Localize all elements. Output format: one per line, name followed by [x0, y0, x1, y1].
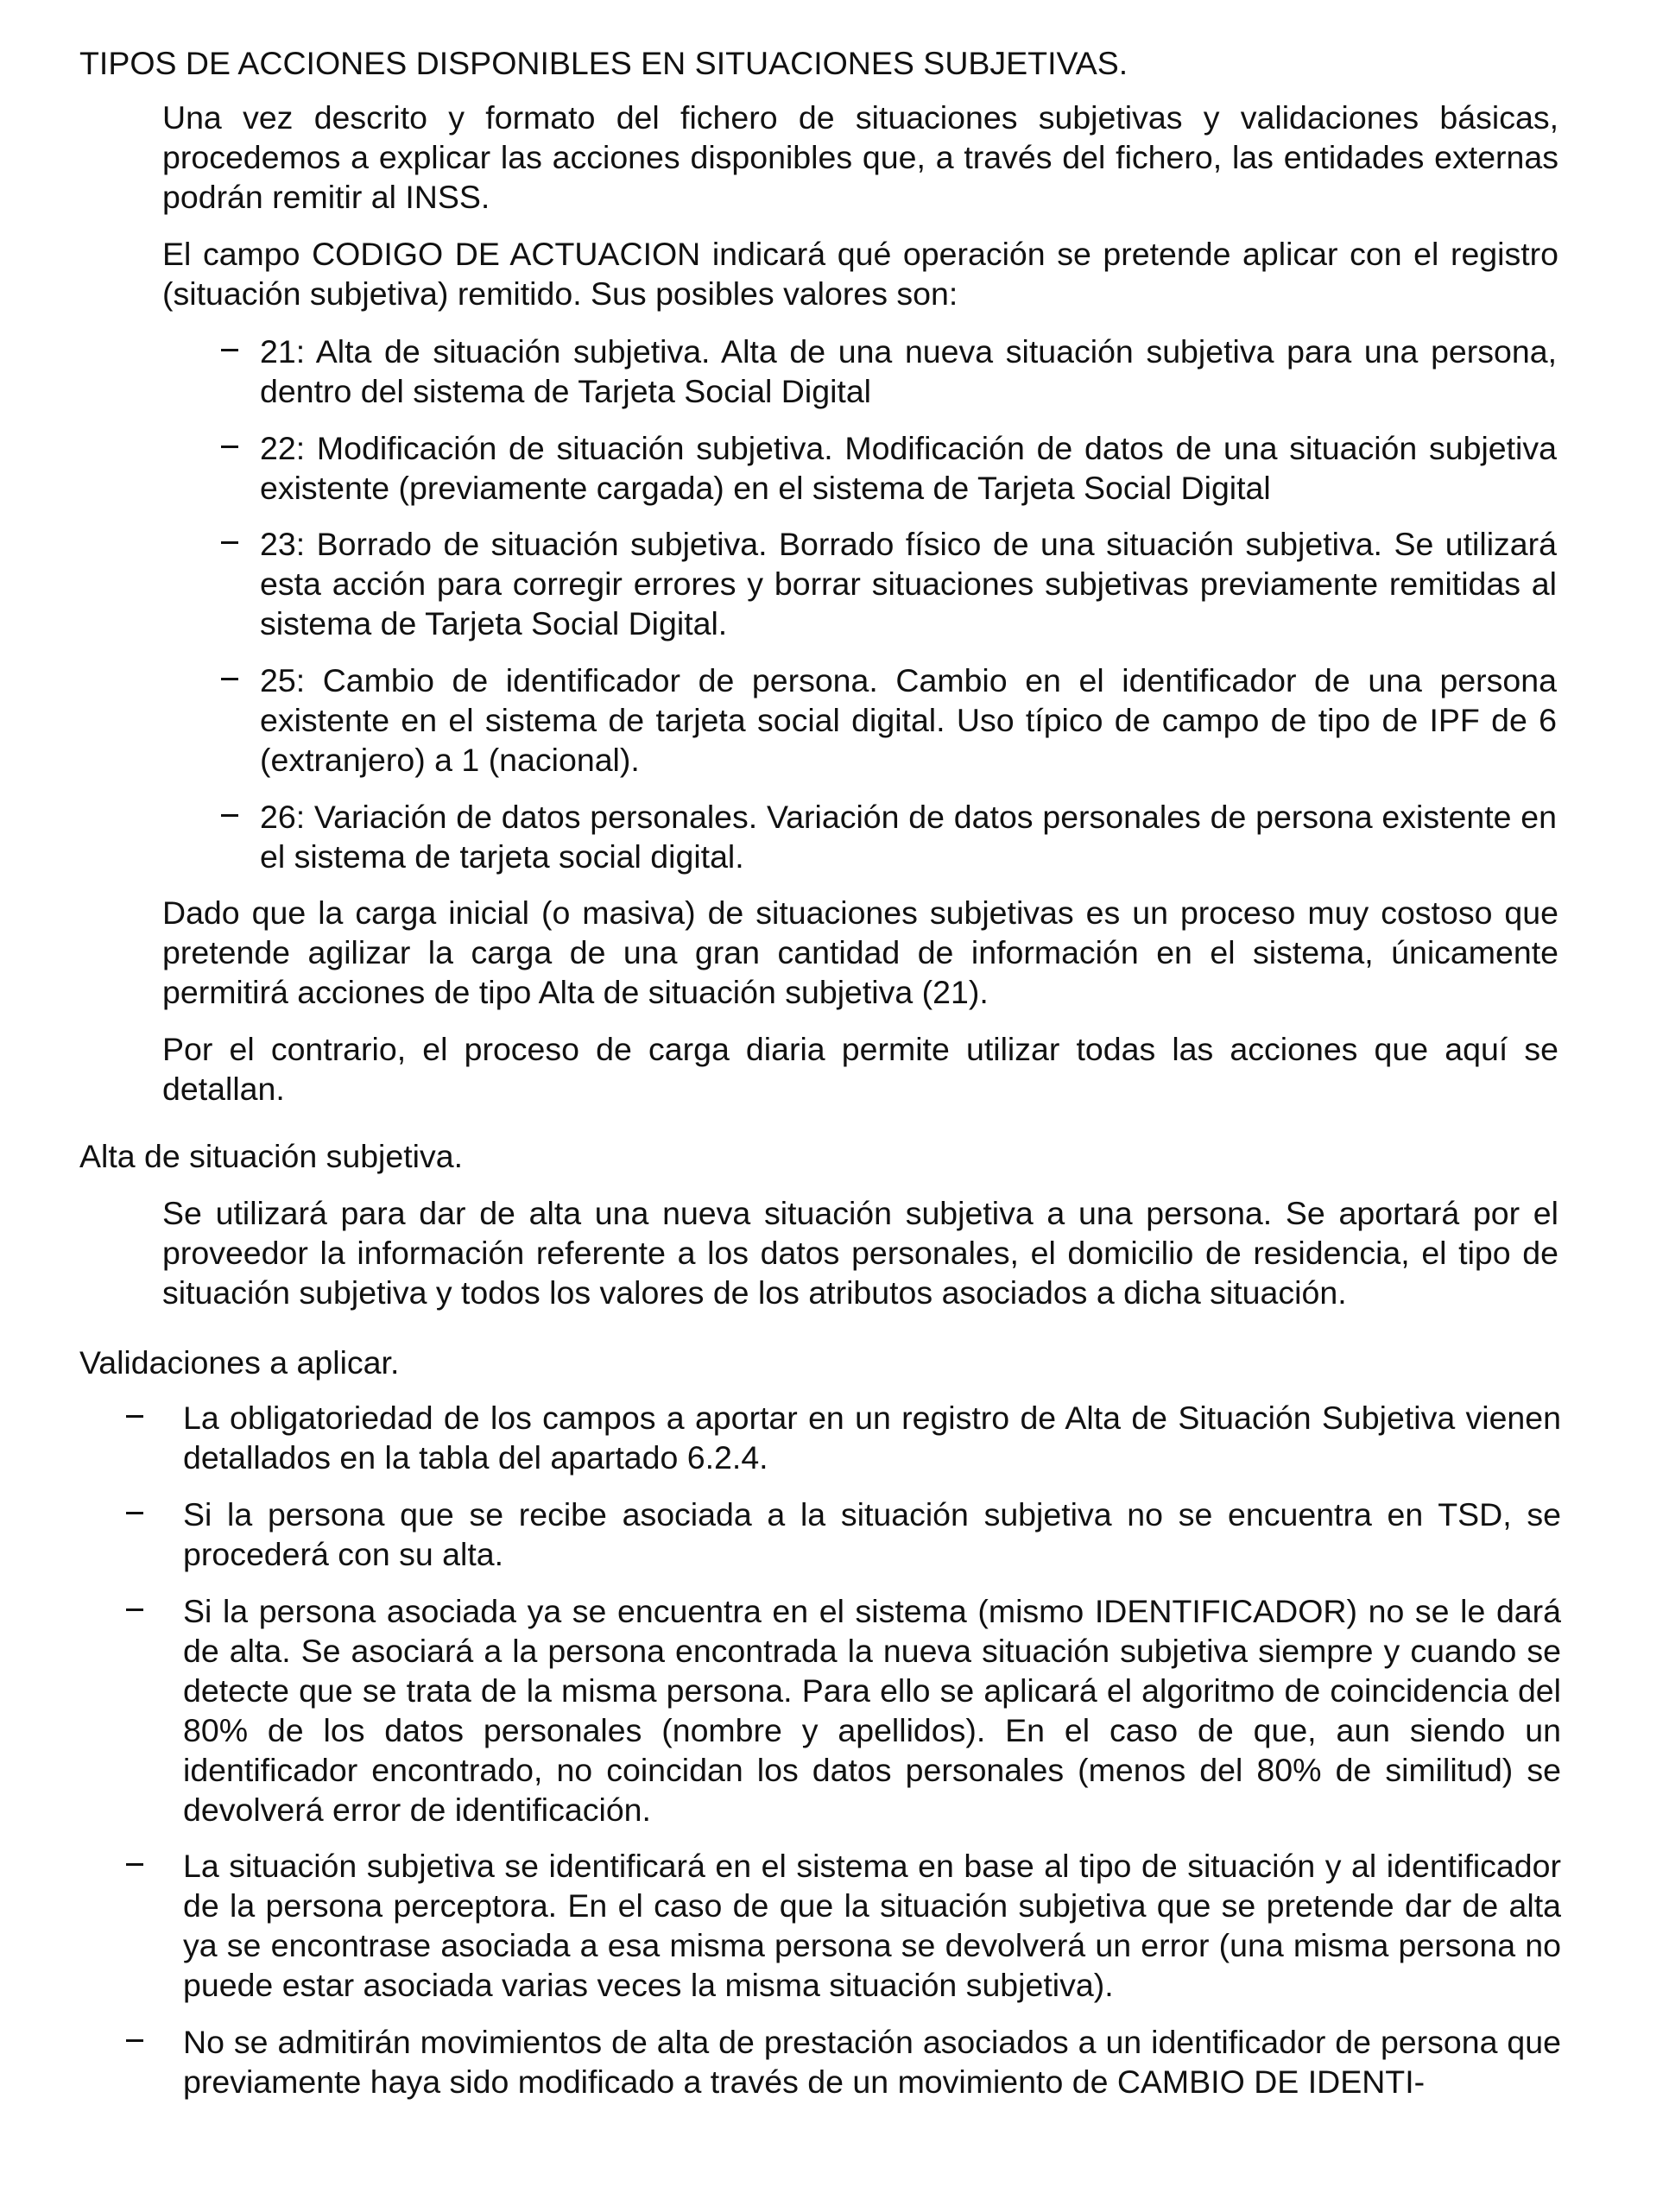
intro-paragraph-2: El campo CODIGO DE ACTUACION indicará qué operación se pretende aplicar con el registro (situación subjetiva) remitido. Sus posibles valores son: — [162, 236, 1558, 312]
dash-bullet-icon — [221, 446, 238, 448]
carga-inicial-paragraph: Dado que la carga inicial (o masiva) de situaciones subjetivas es un proceso muy costoso que pretende agilizar la carga de una gran cantidad de información en el sistema, únicamente permitirá acciones de tipo Alta de situación subjetiva (21). — [162, 894, 1558, 1010]
validation-text: Si la persona que se recibe asociada a la situación subjetiva no se encuentra en TSD, se procederá con su alta. — [183, 1496, 1561, 1572]
validation-text: No se admitirán movimientos de alta de prestación asociados a un identificador de persona que previamente haya sido modificado a través de un movimiento de CAMBIO DE IDENTI- — [183, 2024, 1561, 2100]
dash-bullet-icon — [126, 1608, 143, 1611]
validation-item — [126, 1846, 1561, 2005]
intro-paragraph-1: Una vez descrito y formato del fichero de situaciones subjetivas y validaciones básicas, procedemos a explicar las acciones disponibles que, a través del fichero, las entidades externas podrán remitir al INSS. — [162, 99, 1558, 215]
action-code-item — [221, 428, 1557, 508]
validation-text: Si la persona asociada ya se encuentra en el sistema (mismo IDENTIFICADOR) no se le dará de alta. Se asociará a la persona encontrada la nueva situación subjetiva siempre y cuando se detecte que se trata de la misma persona. Para ello se aplicará el algoritmo de coincidencia del 80% de los datos personales (nombre y apellidos). En el caso de que, aun siendo un identificador encontrado, no coincidan los datos personales (menos del 80% de similitud) se devolverá error de identificación. — [183, 1593, 1561, 1828]
dash-bullet-icon — [126, 2039, 143, 2042]
validation-text: La situación subjetiva se identificará en el sistema en base al tipo de situación y al identificador de la persona perceptora. En el caso de que la situación subjetiva que se pretende dar de alta ya se encontrase asociada a esa misma persona se devolverá un error (una misma persona no puede estar asociada varias veces la misma situación subjetiva). — [183, 1848, 1561, 2003]
validation-item — [126, 2022, 1561, 2101]
action-code-text: 26: Variación de datos personales. Variación de datos personales de persona existente en el sistema de tarjeta social digital. — [260, 799, 1557, 875]
validation-text: La obligatoriedad de los campos a aportar en un registro de Alta de Situación Subjetiva vienen detallados en la tabla del apartado 6.2.4. — [183, 1400, 1561, 1476]
action-code-text: 22: Modificación de situación subjetiva. Modificación de datos de una situación subjetiva existente (previamente cargada) en el sistema de Tarjeta Social Digital — [260, 430, 1557, 506]
dash-bullet-icon — [221, 678, 238, 680]
validation-item — [126, 1398, 1561, 1477]
action-code-text: 21: Alta de situación subjetiva. Alta de una nueva situación subjetiva para una persona, dentro del sistema de Tarjeta Social Digital — [260, 333, 1557, 409]
section-title: TIPOS DE ACCIONES DISPONIBLES EN SITUACIONES SUBJETIVAS. — [79, 45, 1128, 81]
alta-paragraph: Se utilizará para dar de alta una nueva situación subjetiva a una persona. Se aportará por el proveedor la información referente a los datos personales, el domicilio de residencia, el tipo de situación subjetiva y todos los valores de los atributos asociados a dicha situación. — [162, 1195, 1558, 1311]
alta-title: Alta de situación subjetiva. — [79, 1138, 464, 1174]
validaciones-title: Validaciones a aplicar. — [79, 1344, 400, 1381]
action-code-text: 23: Borrado de situación subjetiva. Borrado físico de una situación subjetiva. Se utilizará esta acción para corregir errores y borrar situaciones subjetivas previamente remitidas al sistema de Tarjeta Social Digital. — [260, 526, 1557, 641]
validation-item — [126, 1591, 1561, 1830]
dash-bullet-icon — [126, 1415, 143, 1418]
validation-item — [126, 1495, 1561, 1574]
action-code-item — [221, 797, 1557, 876]
dash-bullet-icon — [126, 1863, 143, 1866]
dash-bullet-icon — [221, 349, 238, 351]
action-code-item — [221, 332, 1557, 411]
carga-diaria-paragraph: Por el contrario, el proceso de carga diaria permite utilizar todas las acciones que aquí se detallan. — [162, 1031, 1558, 1107]
action-code-item — [221, 524, 1557, 643]
action-code-text: 25: Cambio de identificador de persona. Cambio en el identificador de una persona existente en el sistema de tarjeta social digital. Uso típico de campo de tipo de IPF de 6 (extranjero) a 1 (nacional). — [260, 662, 1557, 778]
dash-bullet-icon — [126, 1512, 143, 1514]
action-code-item — [221, 660, 1557, 780]
dash-bullet-icon — [221, 541, 238, 544]
dash-bullet-icon — [221, 814, 238, 817]
